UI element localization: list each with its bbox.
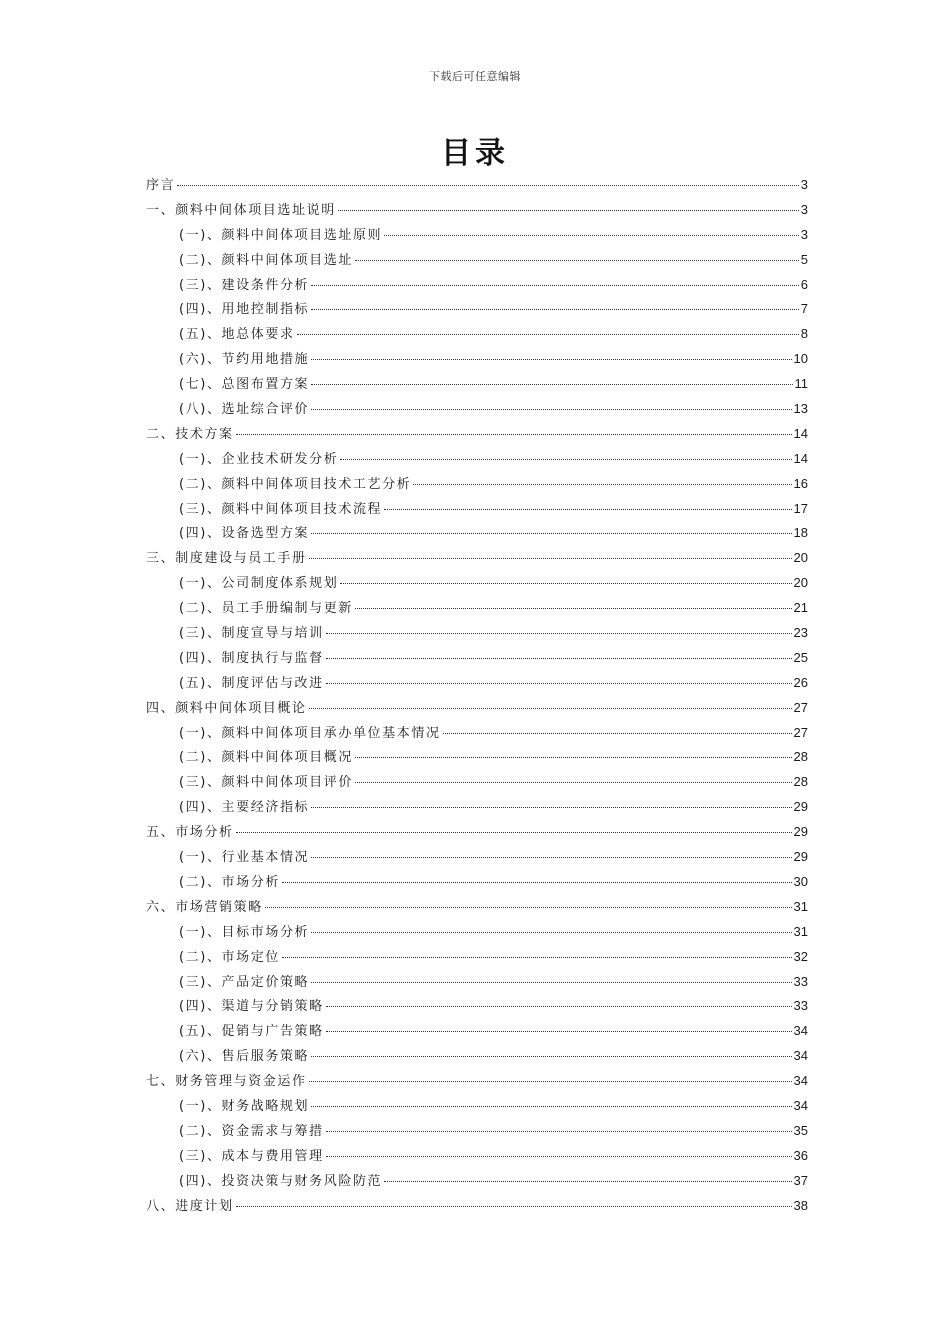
dot-leader [311, 857, 791, 858]
toc-entry[interactable] [146, 896, 808, 921]
dot-leader [413, 484, 791, 485]
dot-leader [309, 1081, 792, 1082]
toc-entry-page-number: 7 [800, 301, 808, 317]
dot-leader [311, 533, 791, 534]
toc-entry[interactable] [146, 224, 808, 249]
toc-entry-label: (四)、设备选型方案 [179, 526, 310, 542]
toc-entry[interactable] [146, 622, 808, 647]
toc-entry-label: (四)、渠道与分销策略 [179, 999, 324, 1015]
toc-entry-page-number: 29 [793, 849, 808, 865]
toc-entry-label: (一)、颜料中间体项目承办单位基本情况 [179, 725, 441, 741]
toc-entry-label: (二)、市场分析 [179, 874, 280, 890]
toc-entry-label: (一)、行业基本情况 [179, 850, 310, 866]
toc-entry-page-number: 14 [793, 450, 808, 466]
dot-leader [311, 384, 792, 385]
dot-leader [340, 459, 791, 460]
toc-entry-label: (三)、成本与费用管理 [179, 1148, 324, 1164]
toc-entry-label: (四)、主要经济指标 [179, 800, 310, 816]
toc-entry[interactable] [146, 522, 808, 547]
dot-leader [443, 733, 792, 734]
toc-entry-page-number: 34 [793, 1023, 808, 1039]
toc-entry-page-number: 17 [793, 500, 808, 516]
toc-entry-page-number: 34 [793, 1048, 808, 1064]
dot-leader [355, 782, 792, 783]
toc-entry-page-number: 29 [793, 824, 808, 840]
toc-entry[interactable] [146, 373, 808, 398]
page-header-note: 下载后可任意编辑 [429, 70, 521, 83]
toc-entry[interactable] [146, 473, 808, 498]
toc-entry-label: 六、市场营销策略 [146, 899, 263, 915]
toc-entry-page-number: 34 [793, 1097, 808, 1113]
dot-leader [326, 1031, 792, 1032]
toc-entry[interactable] [146, 821, 808, 846]
dot-leader [355, 757, 792, 758]
toc-entry[interactable] [146, 796, 808, 821]
dot-leader [311, 932, 791, 933]
toc-entry[interactable] [146, 323, 808, 348]
toc-entry[interactable] [146, 398, 808, 423]
toc-entry-label: (一)、企业技术研发分析 [179, 451, 339, 467]
dot-leader [384, 235, 799, 236]
toc-entry-page-number: 16 [793, 475, 808, 491]
toc-entry[interactable] [146, 249, 808, 274]
toc-entry-label: 四、颜料中间体项目概论 [146, 700, 307, 716]
dot-leader [282, 957, 792, 958]
toc-entry-label: (二)、颜料中间体项目选址 [179, 252, 353, 268]
dot-leader [355, 608, 792, 609]
toc-entry-page-number: 3 [800, 201, 808, 217]
toc-entry-label: 三、制度建设与员工手册 [146, 551, 307, 567]
toc-entry[interactable] [146, 946, 808, 971]
toc-entry-label: (三)、制度宣导与培训 [179, 626, 324, 642]
toc-entry-label: (四)、用地控制指标 [179, 302, 310, 318]
toc-entry-page-number: 18 [793, 525, 808, 541]
dot-leader [384, 509, 791, 510]
toc-entry[interactable] [146, 647, 808, 672]
toc-entry-label: (八)、选址综合评价 [179, 402, 310, 418]
toc-entry[interactable] [146, 597, 808, 622]
toc-entry-label: 八、进度计划 [146, 1198, 234, 1214]
dot-leader [282, 882, 792, 883]
dot-leader [326, 1131, 792, 1132]
toc-entry-page-number: 26 [793, 674, 808, 690]
toc-entry[interactable] [146, 971, 808, 996]
toc-entry[interactable] [146, 1170, 808, 1195]
toc-entry-label: (四)、制度执行与监督 [179, 650, 324, 666]
toc-entry-label: 序言 [146, 178, 176, 193]
toc-entry-page-number: 10 [793, 351, 808, 367]
dot-leader [311, 1056, 791, 1057]
toc-entry[interactable] [146, 1120, 808, 1145]
toc-entry-label: 一、颜料中间体项目选址说明 [146, 202, 336, 218]
toc-entry-page-number: 38 [793, 1197, 808, 1213]
toc-entry-label: (三)、产品定价策略 [179, 974, 310, 990]
toc-entry-label: (一)、颜料中间体项目选址原则 [179, 227, 383, 243]
toc-entry-page-number: 34 [793, 1073, 808, 1089]
dot-leader [338, 210, 799, 211]
dot-leader [309, 558, 792, 559]
toc-entry-label: (六)、节约用地措施 [179, 352, 310, 368]
toc-entry-page-number: 31 [793, 923, 808, 939]
toc-entry-label: 五、市场分析 [146, 825, 234, 841]
toc-entry[interactable] [146, 572, 808, 597]
toc-entry-page-number: 6 [800, 276, 808, 292]
toc-entry-page-number: 11 [794, 376, 808, 392]
toc-entry-page-number: 36 [793, 1147, 808, 1163]
dot-leader [311, 807, 791, 808]
toc-entry[interactable] [146, 722, 808, 747]
toc-entry-label: (五)、制度评估与改进 [179, 675, 324, 691]
toc-entry[interactable] [146, 1195, 808, 1220]
dot-leader [236, 1206, 792, 1207]
dot-leader [311, 285, 799, 286]
toc-entry-page-number: 35 [793, 1122, 808, 1138]
toc-entry-label: (三)、颜料中间体项目技术流程 [179, 501, 383, 517]
toc-entry[interactable] [146, 1145, 808, 1170]
dot-leader [311, 409, 791, 410]
toc-entry-label: (七)、总图布置方案 [179, 377, 310, 393]
toc-entry[interactable] [146, 746, 808, 771]
toc-entry-label: (一)、公司制度体系规划 [179, 576, 339, 592]
toc-entry-page-number: 33 [793, 973, 808, 989]
dot-leader [311, 982, 791, 983]
toc-entry-page-number: 29 [793, 799, 808, 815]
toc-entry-label: (二)、市场定位 [179, 949, 280, 965]
dot-leader [236, 832, 792, 833]
toc-entry[interactable] [146, 672, 808, 697]
toc-entry[interactable] [146, 423, 808, 448]
toc-entry-page-number: 3 [800, 177, 808, 192]
toc-entry[interactable] [146, 547, 808, 572]
toc-entry-label: (三)、颜料中间体项目评价 [179, 775, 353, 791]
dot-leader [384, 1181, 791, 1182]
toc-entry[interactable] [146, 1070, 808, 1095]
table-of-contents [146, 174, 808, 1219]
dot-leader [309, 708, 792, 709]
toc-entry-label: 七、财务管理与资金运作 [146, 1074, 307, 1090]
toc-entry[interactable] [146, 921, 808, 946]
toc-entry-label: (二)、颜料中间体项目技术工艺分析 [179, 476, 412, 492]
toc-entry-label: 二、技术方案 [146, 426, 234, 442]
toc-entry-page-number: 13 [793, 401, 808, 417]
toc-entry-label: (二)、资金需求与筹措 [179, 1123, 324, 1139]
toc-entry[interactable] [146, 199, 808, 224]
toc-entry-page-number: 14 [793, 425, 808, 441]
toc-entry[interactable] [146, 498, 808, 523]
toc-entry[interactable] [146, 1045, 808, 1070]
dot-leader [311, 1106, 791, 1107]
toc-entry-label: (二)、员工手册编制与更新 [179, 601, 353, 617]
dot-leader [326, 683, 792, 684]
toc-entry-label: (二)、颜料中间体项目概况 [179, 750, 353, 766]
dot-leader [311, 309, 799, 310]
dot-leader [265, 907, 792, 908]
dot-leader [326, 633, 792, 634]
toc-entry-page-number: 27 [793, 724, 808, 740]
toc-entry-page-number: 33 [793, 998, 808, 1014]
toc-entry-page-number: 28 [793, 749, 808, 765]
dot-leader [355, 260, 799, 261]
toc-entry[interactable] [146, 995, 808, 1020]
toc-entry[interactable] [146, 1020, 808, 1045]
dot-leader [326, 1006, 792, 1007]
toc-entry[interactable] [146, 448, 808, 473]
dot-leader [340, 583, 791, 584]
toc-entry-page-number: 20 [793, 575, 808, 591]
toc-entry[interactable] [146, 697, 808, 722]
toc-entry-page-number: 30 [793, 873, 808, 889]
toc-entry-label: (一)、目标市场分析 [179, 924, 310, 940]
toc-entry[interactable] [146, 348, 808, 373]
toc-entry-page-number: 3 [800, 226, 808, 242]
toc-entry-label: (五)、促销与广告策略 [179, 1024, 324, 1040]
toc-entry-page-number: 32 [793, 948, 808, 964]
dot-leader [297, 334, 799, 335]
dot-leader [311, 359, 791, 360]
page-title: 目录 [441, 136, 509, 171]
toc-entry-label: (三)、建设条件分析 [179, 277, 310, 293]
toc-entry-page-number: 5 [800, 251, 808, 267]
toc-entry-label: (一)、财务战略规划 [179, 1098, 310, 1114]
toc-entry-label: (四)、投资决策与财务风险防范 [179, 1173, 383, 1189]
toc-entry[interactable] [146, 174, 808, 199]
toc-entry[interactable] [146, 846, 808, 871]
toc-entry-page-number: 20 [793, 550, 808, 566]
toc-entry-page-number: 28 [793, 774, 808, 790]
toc-entry-page-number: 27 [793, 699, 808, 715]
toc-entry-page-number: 21 [793, 600, 808, 616]
toc-entry-label: (五)、地总体要求 [179, 327, 295, 343]
toc-entry[interactable] [146, 871, 808, 896]
dot-leader [177, 185, 799, 186]
toc-entry[interactable] [146, 1095, 808, 1120]
toc-entry-page-number: 8 [800, 326, 808, 342]
dot-leader [326, 1156, 792, 1157]
dot-leader [326, 658, 792, 659]
toc-entry[interactable] [146, 274, 808, 299]
toc-entry-page-number: 31 [793, 898, 808, 914]
dot-leader [236, 434, 792, 435]
toc-entry-page-number: 25 [793, 649, 808, 665]
toc-entry[interactable] [146, 771, 808, 796]
toc-entry-page-number: 23 [793, 625, 808, 641]
toc-entry[interactable] [146, 298, 808, 323]
toc-entry-label: (六)、售后服务策略 [179, 1049, 310, 1065]
toc-entry-page-number: 37 [793, 1172, 808, 1188]
